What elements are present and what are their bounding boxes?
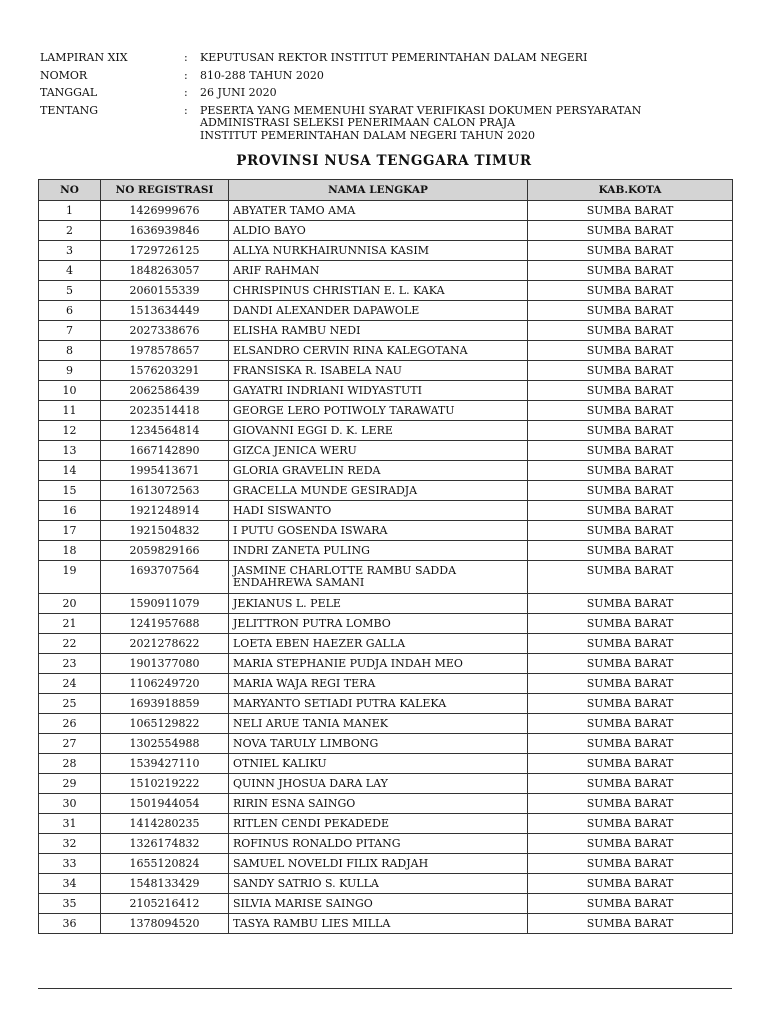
cell-nama-lengkap: NOVA TARULY LIMBONG (229, 734, 528, 754)
cell-no-registrasi: 1378094520 (101, 914, 229, 934)
table-row (39, 854, 733, 874)
cell-no-registrasi: 2062586439 (101, 381, 229, 401)
cell-no-registrasi: 1590911079 (101, 594, 229, 614)
cell-no-registrasi: 1921248914 (101, 501, 229, 521)
cell-no: 19 (39, 561, 101, 594)
cell-no-registrasi: 1501944054 (101, 794, 229, 814)
cell-no: 10 (39, 381, 101, 401)
cell-kab-kota: SUMBA BARAT (528, 441, 733, 461)
table-row (39, 381, 733, 401)
cell-no-registrasi: 1576203291 (101, 361, 229, 381)
table-row (39, 774, 733, 794)
header-colon: : (184, 103, 188, 117)
cell-no: 33 (39, 854, 101, 874)
tentang-line: PESERTA YANG MEMENUHI SYARAT VERIFIKASI DOKUMEN PERSYARATAN (200, 103, 642, 117)
cell-kab-kota: SUMBA BARAT (528, 521, 733, 541)
header-value: KEPUTUSAN REKTOR INSTITUT PEMERINTAHAN DALAM NEGERI (200, 51, 588, 64)
header-colon: : (184, 86, 188, 100)
table-row (39, 321, 733, 341)
cell-no-registrasi: 1921504832 (101, 521, 229, 541)
table-row (39, 361, 733, 381)
cell-no: 3 (39, 241, 101, 261)
header-label: LAMPIRAN XIX (40, 51, 128, 64)
cell-no: 17 (39, 521, 101, 541)
table-row (39, 501, 733, 521)
cell-no: 36 (39, 914, 101, 934)
cell-no-registrasi: 1426999676 (101, 201, 229, 221)
cell-no-registrasi: 1302554988 (101, 734, 229, 754)
cell-nama-lengkap: SANDY SATRIO S. KULLA (229, 874, 528, 894)
cell-kab-kota: SUMBA BARAT (528, 421, 733, 441)
cell-kab-kota: SUMBA BARAT (528, 221, 733, 241)
cell-nama-lengkap: SAMUEL NOVELDI FILIX RADJAH (229, 854, 528, 874)
cell-no: 8 (39, 341, 101, 361)
cell-no: 22 (39, 634, 101, 654)
table-row (39, 914, 733, 934)
header-row-tanggal (40, 87, 740, 100)
cell-no-registrasi: 2027338676 (101, 321, 229, 341)
cell-kab-kota: SUMBA BARAT (528, 341, 733, 361)
cell-no-registrasi: 1106249720 (101, 674, 229, 694)
cell-nama-lengkap: NELI ARUE TANIA MANEK (229, 714, 528, 734)
cell-kab-kota: SUMBA BARAT (528, 654, 733, 674)
page-title: PROVINSI NUSA TENGGARA TIMUR (236, 153, 532, 169)
table-row (39, 441, 733, 461)
cell-kab-kota: SUMBA BARAT (528, 614, 733, 634)
cell-no-registrasi: 1693918859 (101, 694, 229, 714)
cell-no: 2 (39, 221, 101, 241)
cell-kab-kota: SUMBA BARAT (528, 634, 733, 654)
cell-nama-lengkap: JEKIANUS L. PELE (229, 594, 528, 614)
cell-no: 26 (39, 714, 101, 734)
cell-no-registrasi: 1539427110 (101, 754, 229, 774)
cell-kab-kota: SUMBA BARAT (528, 301, 733, 321)
header-kab-kota: KAB.KOTA (528, 180, 733, 201)
cell-no: 15 (39, 481, 101, 501)
cell-no-registrasi: 2059829166 (101, 541, 229, 561)
header-no: NO (39, 180, 101, 201)
cell-no-registrasi: 2060155339 (101, 281, 229, 301)
table-row (39, 561, 733, 594)
cell-no-registrasi: 1510219222 (101, 774, 229, 794)
table-row (39, 794, 733, 814)
cell-nama-lengkap: GRACELLA MUNDE GESIRADJA (229, 481, 528, 501)
cell-no-registrasi: 1065129822 (101, 714, 229, 734)
table-row (39, 261, 733, 281)
cell-no-registrasi: 1414280235 (101, 814, 229, 834)
cell-no: 12 (39, 421, 101, 441)
cell-nama-lengkap: HADI SISWANTO (229, 501, 528, 521)
cell-no-registrasi: 1613072563 (101, 481, 229, 501)
cell-no: 31 (39, 814, 101, 834)
cell-no: 16 (39, 501, 101, 521)
cell-no-registrasi: 1326174832 (101, 834, 229, 854)
cell-no: 34 (39, 874, 101, 894)
cell-nama-lengkap: ABYATER TAMO AMA (229, 201, 528, 221)
cell-nama-lengkap: MARIA WAJA REGI TERA (229, 674, 528, 694)
table-body (39, 201, 733, 934)
table-row (39, 734, 733, 754)
table-row (39, 634, 733, 654)
cell-nama-lengkap: ROFINUS RONALDO PITANG (229, 834, 528, 854)
table-row (39, 834, 733, 854)
cell-nama-lengkap: SILVIA MARISE SAINGO (229, 894, 528, 914)
cell-kab-kota: SUMBA BARAT (528, 541, 733, 561)
cell-no-registrasi: 1901377080 (101, 654, 229, 674)
table-row (39, 654, 733, 674)
table-row (39, 481, 733, 501)
cell-no: 29 (39, 774, 101, 794)
table-row (39, 421, 733, 441)
cell-no-registrasi: 1513634449 (101, 301, 229, 321)
cell-no: 4 (39, 261, 101, 281)
cell-no: 20 (39, 594, 101, 614)
cell-nama-lengkap: GIOVANNI EGGI D. K. LERE (229, 421, 528, 441)
cell-kab-kota: SUMBA BARAT (528, 914, 733, 934)
header-row-lampiran (40, 52, 740, 65)
cell-kab-kota: SUMBA BARAT (528, 734, 733, 754)
cell-nama-lengkap: ALLYA NURKHAIRUNNISA KASIM (229, 241, 528, 261)
cell-kab-kota: SUMBA BARAT (528, 361, 733, 381)
cell-no-registrasi: 1729726125 (101, 241, 229, 261)
cell-kab-kota: SUMBA BARAT (528, 774, 733, 794)
cell-kab-kota: SUMBA BARAT (528, 834, 733, 854)
cell-kab-kota: SUMBA BARAT (528, 321, 733, 341)
participants-table (38, 179, 733, 934)
cell-no-registrasi: 2021278622 (101, 634, 229, 654)
header-value: 810-288 TAHUN 2020 (200, 68, 324, 82)
cell-nama-lengkap: ELISHA RAMBU NEDI (229, 321, 528, 341)
cell-nama-lengkap: CHRISPINUS CHRISTIAN E. L. KAKA (229, 281, 528, 301)
cell-no-registrasi: 1995413671 (101, 461, 229, 481)
cell-no-registrasi: 1548133429 (101, 874, 229, 894)
table-row (39, 594, 733, 614)
table-row (39, 541, 733, 561)
cell-nama-lengkap: MARYANTO SETIADI PUTRA KALEKA (229, 694, 528, 714)
cell-no: 30 (39, 794, 101, 814)
cell-kab-kota: SUMBA BARAT (528, 854, 733, 874)
cell-no: 35 (39, 894, 101, 914)
cell-nama-lengkap: GEORGE LERO POTIWOLY TARAWATU (229, 401, 528, 421)
cell-no-registrasi: 1693707564 (101, 561, 229, 594)
table-row (39, 461, 733, 481)
cell-nama-lengkap: RIRIN ESNA SAINGO (229, 794, 528, 814)
cell-no-registrasi: 1636939846 (101, 221, 229, 241)
cell-no-registrasi: 1667142890 (101, 441, 229, 461)
cell-no: 27 (39, 734, 101, 754)
header-row-nomor (40, 70, 740, 83)
cell-no-registrasi: 1978578657 (101, 341, 229, 361)
cell-no: 13 (39, 441, 101, 461)
header-label: TANGGAL (40, 86, 98, 100)
table-row (39, 714, 733, 734)
cell-no-registrasi: 1241957688 (101, 614, 229, 634)
cell-kab-kota: SUMBA BARAT (528, 461, 733, 481)
cell-kab-kota: SUMBA BARAT (528, 794, 733, 814)
cell-nama-lengkap: JASMINE CHARLOTTE RAMBU SADDA ENDAHREWA SAMANI (229, 561, 528, 594)
header-label: TENTANG (40, 103, 99, 117)
tentang-line: INSTITUT PEMERINTAHAN DALAM NEGERI TAHUN 2020 (200, 128, 535, 142)
cell-nama-lengkap: TASYA RAMBU LIES MILLA (229, 914, 528, 934)
header-label: NOMOR (40, 68, 88, 82)
cell-no: 14 (39, 461, 101, 481)
cell-nama-lengkap: ALDIO BAYO (229, 221, 528, 241)
cell-kab-kota: SUMBA BARAT (528, 381, 733, 401)
cell-no: 23 (39, 654, 101, 674)
tentang-line: ADMINISTRASI SELEKSI PENERIMAAN CALON PRAJA (200, 116, 516, 130)
table-row (39, 674, 733, 694)
header-row-tentang (40, 105, 740, 143)
cell-no: 9 (39, 361, 101, 381)
cell-nama-lengkap: GAYATRI INDRIANI WIDYASTUTI (229, 381, 528, 401)
table-row (39, 614, 733, 634)
table-header-row (39, 180, 733, 201)
cell-no-registrasi: 1655120824 (101, 854, 229, 874)
cell-no-registrasi: 1848263057 (101, 261, 229, 281)
cell-nama-lengkap: DANDI ALEXANDER DAPAWOLE (229, 301, 528, 321)
document-header (40, 52, 740, 143)
cell-kab-kota: SUMBA BARAT (528, 561, 733, 594)
cell-nama-lengkap: QUINN JHOSUA DARA LAY (229, 774, 528, 794)
cell-nama-lengkap: INDRI ZANETA PULING (229, 541, 528, 561)
table-row (39, 814, 733, 834)
cell-nama-lengkap: GIZCA JENICA WERU (229, 441, 528, 461)
cell-nama-lengkap: JELITTRON PUTRA LOMBO (229, 614, 528, 634)
cell-kab-kota: SUMBA BARAT (528, 241, 733, 261)
header-colon: : (184, 68, 188, 82)
cell-kab-kota: SUMBA BARAT (528, 694, 733, 714)
footer-divider (38, 988, 732, 989)
cell-no: 18 (39, 541, 101, 561)
table-row (39, 301, 733, 321)
cell-no: 11 (39, 401, 101, 421)
cell-kab-kota: SUMBA BARAT (528, 594, 733, 614)
cell-kab-kota: SUMBA BARAT (528, 714, 733, 734)
cell-no: 1 (39, 201, 101, 221)
cell-kab-kota: SUMBA BARAT (528, 674, 733, 694)
cell-nama-lengkap: ARIF RAHMAN (229, 261, 528, 281)
cell-kab-kota: SUMBA BARAT (528, 754, 733, 774)
cell-no: 21 (39, 614, 101, 634)
header-value (200, 105, 740, 143)
cell-kab-kota: SUMBA BARAT (528, 874, 733, 894)
cell-kab-kota: SUMBA BARAT (528, 894, 733, 914)
cell-no: 24 (39, 674, 101, 694)
table-row (39, 241, 733, 261)
cell-nama-lengkap: MARIA STEPHANIE PUDJA INDAH MEO (229, 654, 528, 674)
cell-no: 25 (39, 694, 101, 714)
cell-no-registrasi: 1234564814 (101, 421, 229, 441)
cell-kab-kota: SUMBA BARAT (528, 814, 733, 834)
cell-nama-lengkap: GLORIA GRAVELIN REDA (229, 461, 528, 481)
cell-kab-kota: SUMBA BARAT (528, 201, 733, 221)
cell-nama-lengkap: LOETA EBEN HAEZER GALLA (229, 634, 528, 654)
table-row (39, 201, 733, 221)
table-row (39, 521, 733, 541)
table-row (39, 221, 733, 241)
header-nama-lengkap: NAMA LENGKAP (229, 180, 528, 201)
cell-nama-lengkap: OTNIEL KALIKU (229, 754, 528, 774)
cell-no-registrasi: 2023514418 (101, 401, 229, 421)
table-row (39, 694, 733, 714)
cell-no: 28 (39, 754, 101, 774)
header-value: 26 JUNI 2020 (200, 86, 277, 100)
cell-no: 7 (39, 321, 101, 341)
cell-kab-kota: SUMBA BARAT (528, 501, 733, 521)
table-row (39, 894, 733, 914)
cell-no-registrasi: 2105216412 (101, 894, 229, 914)
header-no-registrasi: NO REGISTRASI (101, 180, 229, 201)
cell-no: 32 (39, 834, 101, 854)
cell-kab-kota: SUMBA BARAT (528, 281, 733, 301)
cell-kab-kota: SUMBA BARAT (528, 481, 733, 501)
cell-nama-lengkap: ELSANDRO CERVIN RINA KALEGOTANA (229, 341, 528, 361)
cell-kab-kota: SUMBA BARAT (528, 261, 733, 281)
table-row (39, 754, 733, 774)
table-row (39, 341, 733, 361)
cell-no: 6 (39, 301, 101, 321)
table-row (39, 874, 733, 894)
cell-nama-lengkap: RITLEN CENDI PEKADEDE (229, 814, 528, 834)
cell-kab-kota: SUMBA BARAT (528, 401, 733, 421)
cell-nama-lengkap: I PUTU GOSENDA ISWARA (229, 521, 528, 541)
header-colon: : (184, 51, 188, 64)
table-row (39, 401, 733, 421)
cell-no: 5 (39, 281, 101, 301)
cell-nama-lengkap: FRANSISKA R. ISABELA NAU (229, 361, 528, 381)
table-row (39, 281, 733, 301)
